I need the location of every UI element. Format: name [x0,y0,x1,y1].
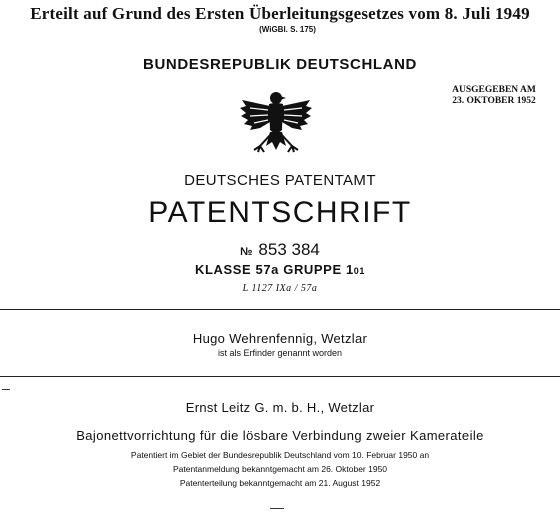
margin-mark [2,389,10,390]
inventor-name: Hugo Wehrenfennig, Wetzlar [192,331,368,346]
issued-label: AUSGEGEBEN AM [452,85,536,95]
patent-number-line [0,240,560,260]
grant-published-line: Patenterteilung bekanntgemacht am 21. August 1952 [179,478,381,488]
divider [0,376,560,377]
issuance-statement: Erteilt auf Grund des Ersten Überleitungsgesetzes vom 8. Juli 1949 [30,4,530,23]
group-suffix: 01 [353,266,365,276]
issued-block [432,85,556,107]
applicant-name: Ernst Leitz G. m. b. H., Wetzlar [185,400,375,415]
patent-number: 853 384 [258,240,320,259]
application-published-line: Patentanmeldung bekanntgemacht am 26. Oktober 1950 [172,464,388,474]
divider [0,309,560,310]
gazette-reference: (WiGBl. S. 175) [259,25,316,34]
patent-office-name: DEUTSCHES PATENTAMT [184,172,376,189]
invention-title: Bajonettvorrichtung für die lösbare Verbindung zweier Kamerateile [76,428,484,443]
federal-eagle-icon [236,86,316,166]
document-type-title: PATENTSCHRIFT [148,196,412,229]
country-heading: BUNDESREPUBLIK DEUTSCHLAND [143,56,417,73]
number-symbol: № [240,246,253,258]
patented-date-line: Patentiert im Gebiet der Bundesrepublik Deutschland vom 10. Februar 1950 an [130,450,430,460]
bottom-rule [270,508,284,509]
inventor-note: ist als Erfinder genannt worden [217,348,343,358]
file-reference: L 1127 IXa / 57a [242,283,318,294]
issued-date: 23. OKTOBER 1952 [452,96,536,106]
class-group: KLASSE 57a GRUPPE 1 [194,262,354,277]
classification-line [0,262,560,277]
